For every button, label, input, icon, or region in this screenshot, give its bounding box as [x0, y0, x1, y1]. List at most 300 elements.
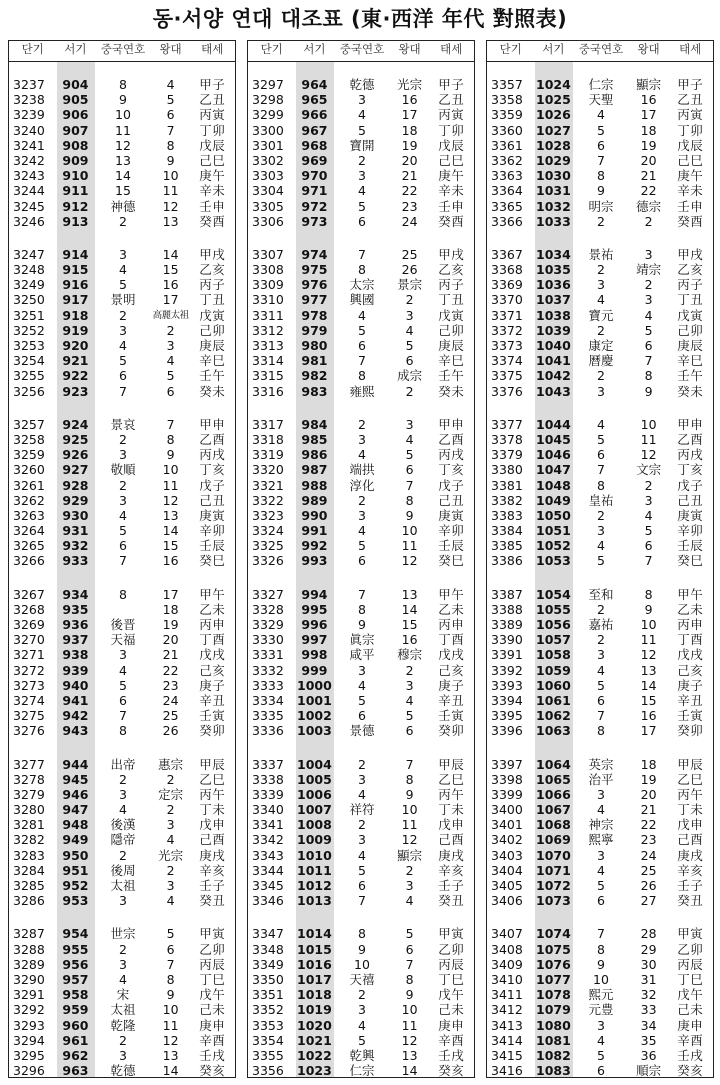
sexagenary-cell: 甲戌: [199, 246, 226, 262]
dangi-cell: 3403: [491, 847, 523, 863]
dangi-cell: 3366: [491, 213, 523, 229]
seogi-cell: 1007: [297, 802, 332, 818]
dangi-cell: 3276: [13, 723, 45, 739]
sexagenary-cell: 辛亥: [438, 862, 465, 878]
era-name-cell: 7: [119, 553, 127, 569]
seogi-cell: 1065: [536, 771, 571, 787]
dangi-cell: 3335: [252, 708, 284, 724]
table-row: [9, 214, 235, 229]
reign-cell: 21: [640, 802, 657, 818]
reign-cell: 穆宗: [397, 647, 423, 663]
table-row: [9, 708, 235, 723]
table-row: [9, 878, 235, 893]
reign-cell: 14: [162, 1063, 179, 1078]
table-row: [248, 848, 474, 863]
era-name-cell: 5: [358, 122, 366, 138]
reign-cell: 11: [401, 538, 418, 554]
era-name-cell: 雍熙: [349, 383, 375, 399]
table-row: [248, 863, 474, 878]
sexagenary-cell: 辛未: [438, 183, 465, 199]
sexagenary-cell: 甲子: [199, 77, 226, 92]
era-name-cell: 英宗: [588, 756, 614, 772]
reign-cell: 靖宗: [636, 262, 662, 278]
row-group: [487, 247, 713, 399]
reign-cell: 4: [644, 507, 653, 523]
sexagenary-cell: 庚申: [677, 1017, 704, 1033]
seogi-cell: 926: [62, 447, 89, 463]
seogi-cell: 923: [62, 383, 89, 399]
table-row: [248, 478, 474, 493]
sexagenary-cell: 癸亥: [677, 1063, 704, 1078]
seogi-cell: 972: [301, 198, 328, 214]
table-row: [248, 942, 474, 957]
era-name-cell: 景哀: [110, 416, 136, 432]
sexagenary-cell: 乙酉: [677, 431, 704, 447]
seogi-cell: 971: [301, 183, 328, 199]
era-name-cell: [94, 602, 151, 617]
sexagenary-cell: 戊午: [438, 987, 465, 1003]
era-name-cell: 2: [119, 431, 127, 447]
era-name-cell: 2: [119, 771, 127, 787]
reign-cell: 12: [162, 492, 179, 508]
era-name-cell: 7: [358, 586, 366, 602]
sexagenary-cell: 戊寅: [438, 307, 465, 323]
seogi-cell: 962: [62, 1047, 89, 1063]
era-name-cell: 3: [358, 1002, 366, 1018]
dangi-cell: 3354: [252, 1032, 284, 1048]
seogi-cell: 1053: [536, 553, 571, 569]
sexagenary-cell: 丙申: [677, 617, 704, 632]
sexagenary-cell: 丁巳: [438, 971, 465, 987]
reign-cell: 4: [405, 322, 414, 338]
sexagenary-cell: 辛丑: [677, 692, 704, 708]
era-name-cell: 5: [358, 322, 366, 338]
dangi-cell: 3344: [252, 862, 284, 878]
reign-cell: 13: [401, 586, 418, 602]
reign-cell: 10: [162, 462, 179, 478]
dangi-cell: 3396: [491, 723, 523, 739]
dangi-cell: 3357: [491, 77, 523, 92]
sexagenary-cell: 丙辰: [677, 956, 704, 972]
seogi-cell: 966: [301, 107, 328, 123]
era-name-cell: 8: [597, 168, 605, 184]
table-body: [487, 62, 713, 1078]
sexagenary-cell: 庚辰: [438, 338, 465, 353]
table-row: [9, 153, 235, 168]
reign-cell: 21: [162, 647, 179, 663]
sexagenary-cell: 戊子: [199, 477, 226, 493]
era-name-cell: 後漢: [110, 817, 136, 833]
seogi-cell: 977: [301, 292, 328, 308]
reign-cell: 德宗: [636, 198, 662, 214]
table-row: [487, 523, 713, 538]
seogi-cell: 986: [301, 447, 328, 463]
reign-cell: 25: [401, 246, 418, 262]
seogi-cell: 996: [301, 617, 328, 632]
reign-cell: 2: [405, 383, 414, 399]
reign-cell: 6: [644, 338, 653, 353]
seogi-cell: 948: [62, 817, 89, 833]
seogi-cell: 995: [301, 601, 328, 617]
dangi-cell: 3321: [252, 477, 284, 493]
seogi-cell: 946: [62, 786, 89, 802]
era-name-cell: 端拱: [349, 462, 375, 478]
dangi-cell: 3266: [13, 553, 45, 569]
sexagenary-cell: 壬寅: [199, 708, 226, 724]
dangi-cell: 3407: [491, 926, 523, 942]
seogi-cell: 969: [301, 152, 328, 168]
table-row: [248, 878, 474, 893]
table-row: [487, 553, 713, 568]
sexagenary-cell: 乙丑: [199, 92, 226, 108]
table-row: [487, 107, 713, 122]
table-body: [248, 62, 474, 1078]
reign-cell: 27: [640, 893, 657, 909]
seogi-cell: 1055: [536, 601, 571, 617]
seogi-cell: 1035: [536, 262, 571, 278]
era-name-cell: 4: [597, 107, 605, 123]
seogi-cell: 1068: [536, 817, 571, 833]
seogi-cell: 937: [62, 632, 89, 648]
era-name-cell: 10: [354, 956, 370, 972]
sexagenary-cell: 戊申: [438, 817, 465, 833]
seogi-cell: 1009: [297, 832, 332, 848]
sexagenary-cell: 丙申: [199, 617, 226, 632]
table-header: [248, 41, 474, 62]
seogi-cell: 921: [62, 353, 89, 369]
era-name-cell: 仁宗: [588, 77, 614, 92]
table-row: [9, 368, 235, 383]
dangi-cell: 3285: [13, 878, 45, 893]
era-name-cell: 神德: [110, 198, 136, 214]
era-name-cell: 10: [593, 971, 609, 987]
reign-cell: 4: [405, 692, 414, 708]
sexagenary-cell: 丙午: [677, 786, 704, 802]
sexagenary-cell: 丁卯: [199, 122, 226, 138]
seogi-cell: 945: [62, 771, 89, 787]
dangi-cell: 3408: [491, 941, 523, 957]
sexagenary-cell: 壬申: [199, 198, 226, 214]
reign-cell: 25: [162, 708, 179, 724]
seogi-cell: 1006: [297, 786, 332, 802]
row-group: [248, 757, 474, 909]
dangi-cell: 3244: [13, 183, 45, 199]
reign-cell: 8: [405, 971, 414, 987]
seogi-cell: 1060: [536, 677, 571, 693]
sexagenary-cell: 壬辰: [677, 538, 704, 554]
sexagenary-cell: 丁未: [677, 802, 704, 818]
sexagenary-cell: 丙戌: [438, 447, 465, 463]
era-name-cell: 3: [358, 431, 366, 447]
sexagenary-cell: 庚寅: [677, 507, 704, 523]
seogi-cell: 904: [62, 77, 89, 92]
table-row: [248, 723, 474, 738]
seogi-cell: 943: [62, 723, 89, 739]
dangi-cell: 3292: [13, 1002, 45, 1018]
reign-cell: 33: [640, 1002, 657, 1018]
dangi-cell: 3329: [252, 617, 284, 632]
sexagenary-cell: 辛丑: [438, 692, 465, 708]
sexagenary-cell: 丙申: [438, 617, 465, 632]
reign-cell: 9: [405, 786, 414, 802]
table-row: [9, 523, 235, 538]
table-row: [9, 678, 235, 693]
reign-cell: 8: [166, 137, 175, 153]
reign-cell: 8: [405, 771, 414, 787]
sexagenary-cell: 己亥: [438, 662, 465, 678]
dangi-cell: 3293: [13, 1017, 45, 1033]
table-row: [248, 247, 474, 262]
reign-cell: 12: [162, 198, 179, 214]
sexagenary-cell: 丙辰: [199, 956, 226, 972]
dangi-cell: 3369: [491, 277, 523, 293]
seogi-cell: 934: [62, 586, 89, 602]
dangi-cell: 3349: [252, 956, 284, 972]
dangi-cell: 3401: [491, 817, 523, 833]
table-row: [487, 972, 713, 987]
sexagenary-cell: 庚戌: [199, 847, 226, 863]
reign-cell: 6: [405, 723, 414, 739]
reign-cell: 13: [640, 662, 657, 678]
reign-cell: 18: [401, 122, 418, 138]
era-name-cell: 4: [597, 802, 605, 818]
dangi-cell: 3291: [13, 987, 45, 1003]
seogi-cell: 980: [301, 338, 328, 353]
table-row: [9, 757, 235, 772]
dangi-cell: 3370: [491, 292, 523, 308]
dangi-cell: 3306: [252, 213, 284, 229]
table-row: [248, 1002, 474, 1017]
reign-cell: 12: [401, 553, 418, 569]
reign-cell: 3: [405, 677, 414, 693]
seogi-cell: 965: [301, 92, 328, 108]
table-row: [9, 987, 235, 1002]
era-name-cell: 3: [358, 771, 366, 787]
reign-cell: 10: [640, 617, 657, 632]
seogi-cell: 984: [301, 416, 328, 432]
dangi-cell: 3238: [13, 92, 45, 108]
era-name-cell: 2: [119, 477, 127, 493]
seogi-cell: 1018: [297, 987, 332, 1003]
row-group: [487, 77, 713, 229]
era-name-cell: 7: [597, 152, 605, 168]
row-group: [487, 587, 713, 739]
era-name-cell: 7: [597, 926, 605, 942]
era-name-cell: 4: [358, 1017, 366, 1033]
table-row: [9, 663, 235, 678]
reign-cell: 8: [644, 586, 653, 602]
era-name-cell: 乾德: [349, 77, 375, 92]
dangi-cell: 3258: [13, 431, 45, 447]
dangi-cell: 3389: [491, 617, 523, 632]
table-row: [487, 77, 713, 92]
table-row: [248, 462, 474, 477]
era-name-cell: 太祖: [110, 878, 136, 893]
era-name-cell: 3: [597, 383, 605, 399]
table-row: [9, 478, 235, 493]
reign-cell: 14: [640, 677, 657, 693]
sexagenary-cell: 庚申: [438, 1017, 465, 1033]
sexagenary-cell: 己未: [438, 1002, 465, 1018]
dangi-cell: 3265: [13, 538, 45, 554]
era-name-cell: 4: [119, 338, 127, 353]
dangi-cell: 3359: [491, 107, 523, 123]
dangi-cell: 3298: [252, 92, 284, 108]
era-name-cell: 5: [358, 538, 366, 554]
table-row: [248, 972, 474, 987]
table-row: [487, 478, 713, 493]
sexagenary-cell: 癸卯: [199, 723, 226, 739]
dangi-cell: 3294: [13, 1032, 45, 1048]
dangi-cell: 3371: [491, 307, 523, 323]
reign-cell: 5: [166, 368, 175, 384]
table-row: [487, 493, 713, 508]
reign-cell: 8: [166, 971, 175, 987]
era-name-cell: 6: [358, 338, 366, 353]
seogi-cell: 1022: [297, 1047, 332, 1063]
seogi-cell: 994: [301, 586, 328, 602]
dangi-cell: 3332: [252, 662, 284, 678]
table-row: [487, 538, 713, 553]
sexagenary-cell: 丁巳: [199, 971, 226, 987]
dangi-cell: 3255: [13, 368, 45, 384]
seogi-cell: 1080: [536, 1017, 571, 1033]
table-row: [487, 1002, 713, 1017]
reign-cell: 3: [166, 338, 175, 353]
seogi-cell: 1082: [536, 1047, 571, 1063]
seogi-cell: 917: [62, 292, 89, 308]
era-name-cell: 4: [597, 862, 605, 878]
seogi-cell: 998: [301, 647, 328, 663]
sexagenary-cell: 辛未: [677, 183, 704, 199]
seogi-cell: 947: [62, 802, 89, 818]
reign-cell: 16: [162, 277, 179, 293]
sexagenary-cell: 丙辰: [438, 956, 465, 972]
reign-cell: 5: [166, 926, 175, 942]
reign-cell: 11: [640, 632, 657, 648]
era-name-cell: 3: [119, 1047, 127, 1063]
sexagenary-cell: 壬午: [438, 368, 465, 384]
era-name-cell: 祥符: [349, 802, 375, 818]
dangi-cell: 3310: [252, 292, 284, 308]
sexagenary-cell: 辛酉: [677, 1032, 704, 1048]
era-name-cell: 4: [358, 307, 366, 323]
table-row: [248, 384, 474, 399]
table-row: [248, 523, 474, 538]
sexagenary-cell: 丙寅: [677, 107, 704, 123]
sexagenary-cell: 庚午: [438, 168, 465, 184]
sexagenary-cell: 甲午: [199, 586, 226, 602]
dangi-cell: 3259: [13, 447, 45, 463]
sexagenary-cell: 庚午: [677, 168, 704, 184]
table-row: [248, 802, 474, 817]
reign-cell: 14: [162, 523, 179, 539]
sexagenary-cell: 丁巳: [677, 971, 704, 987]
era-name-cell: 4: [119, 262, 127, 278]
dangi-cell: 3347: [252, 926, 284, 942]
reign-cell: 景宗: [397, 277, 423, 293]
table-row: [487, 462, 713, 477]
sexagenary-cell: 丙戌: [677, 447, 704, 463]
dangi-cell: 3333: [252, 677, 284, 693]
row-group: [248, 587, 474, 739]
page-title: 동·서양 연대 대조표 (東·西洋 年代 對照表): [152, 7, 568, 31]
reign-cell: 11: [162, 477, 179, 493]
era-name-cell: 乾興: [349, 1047, 375, 1063]
table-row: [248, 417, 474, 432]
dangi-cell: 3392: [491, 662, 523, 678]
seogi-cell: 1017: [297, 971, 332, 987]
seogi-cell: 1026: [536, 107, 571, 123]
reign-cell: 30: [640, 956, 657, 972]
seogi-cell: 950: [62, 847, 89, 863]
sexagenary-cell: 壬子: [199, 878, 226, 893]
dangi-cell: 3246: [13, 213, 45, 229]
sexagenary-cell: 丁亥: [438, 462, 465, 478]
dangi-cell: 3316: [252, 383, 284, 399]
seogi-cell: 929: [62, 492, 89, 508]
sexagenary-cell: 庚辰: [199, 338, 226, 353]
era-name-cell: 3: [119, 647, 127, 663]
sexagenary-cell: 丙午: [438, 786, 465, 802]
reign-cell: 23: [640, 832, 657, 848]
seogi-cell: 959: [62, 1002, 89, 1018]
dangi-cell: 3350: [252, 971, 284, 987]
seogi-cell: 1051: [536, 523, 571, 539]
seogi-cell: 1045: [536, 431, 571, 447]
era-name-cell: 敬順: [110, 462, 136, 478]
reign-cell: 10: [401, 1002, 418, 1018]
seogi-cell: 999: [301, 662, 328, 678]
reign-cell: 26: [640, 878, 657, 893]
table-row: [248, 693, 474, 708]
seogi-cell: 952: [62, 878, 89, 893]
sexagenary-cell: 己酉: [199, 832, 226, 848]
seogi-cell: 1021: [297, 1032, 332, 1048]
table-row: [487, 123, 713, 138]
table-row: [9, 199, 235, 214]
column-header: 왕대: [398, 42, 421, 56]
reign-cell: 15: [162, 262, 179, 278]
reign-cell: 26: [162, 723, 179, 739]
reign-cell: 11: [401, 1017, 418, 1033]
dangi-cell: 3290: [13, 971, 45, 987]
sexagenary-cell: 甲申: [677, 416, 704, 432]
sexagenary-cell: 乙酉: [438, 431, 465, 447]
table-row: [9, 92, 235, 107]
table-row: [248, 493, 474, 508]
table-row: [487, 214, 713, 229]
reign-cell: 6: [166, 383, 175, 399]
seogi-cell: 953: [62, 893, 89, 909]
table-row: [9, 493, 235, 508]
sexagenary-cell: 癸亥: [438, 1063, 465, 1078]
era-name-cell: 8: [358, 926, 366, 942]
seogi-cell: 1028: [536, 137, 571, 153]
era-name-cell: 5: [119, 677, 127, 693]
seogi-cell: 976: [301, 277, 328, 293]
era-name-cell: 13: [115, 152, 131, 168]
reign-cell: 6: [405, 941, 414, 957]
sexagenary-cell: 己未: [199, 1002, 226, 1018]
sexagenary-cell: 己丑: [438, 492, 465, 508]
reign-cell: 5: [166, 92, 175, 108]
seogi-cell: 958: [62, 987, 89, 1003]
dangi-cell: 3252: [13, 322, 45, 338]
sexagenary-cell: 乙亥: [677, 262, 704, 278]
table-row: [9, 848, 235, 863]
table-row: [9, 323, 235, 338]
